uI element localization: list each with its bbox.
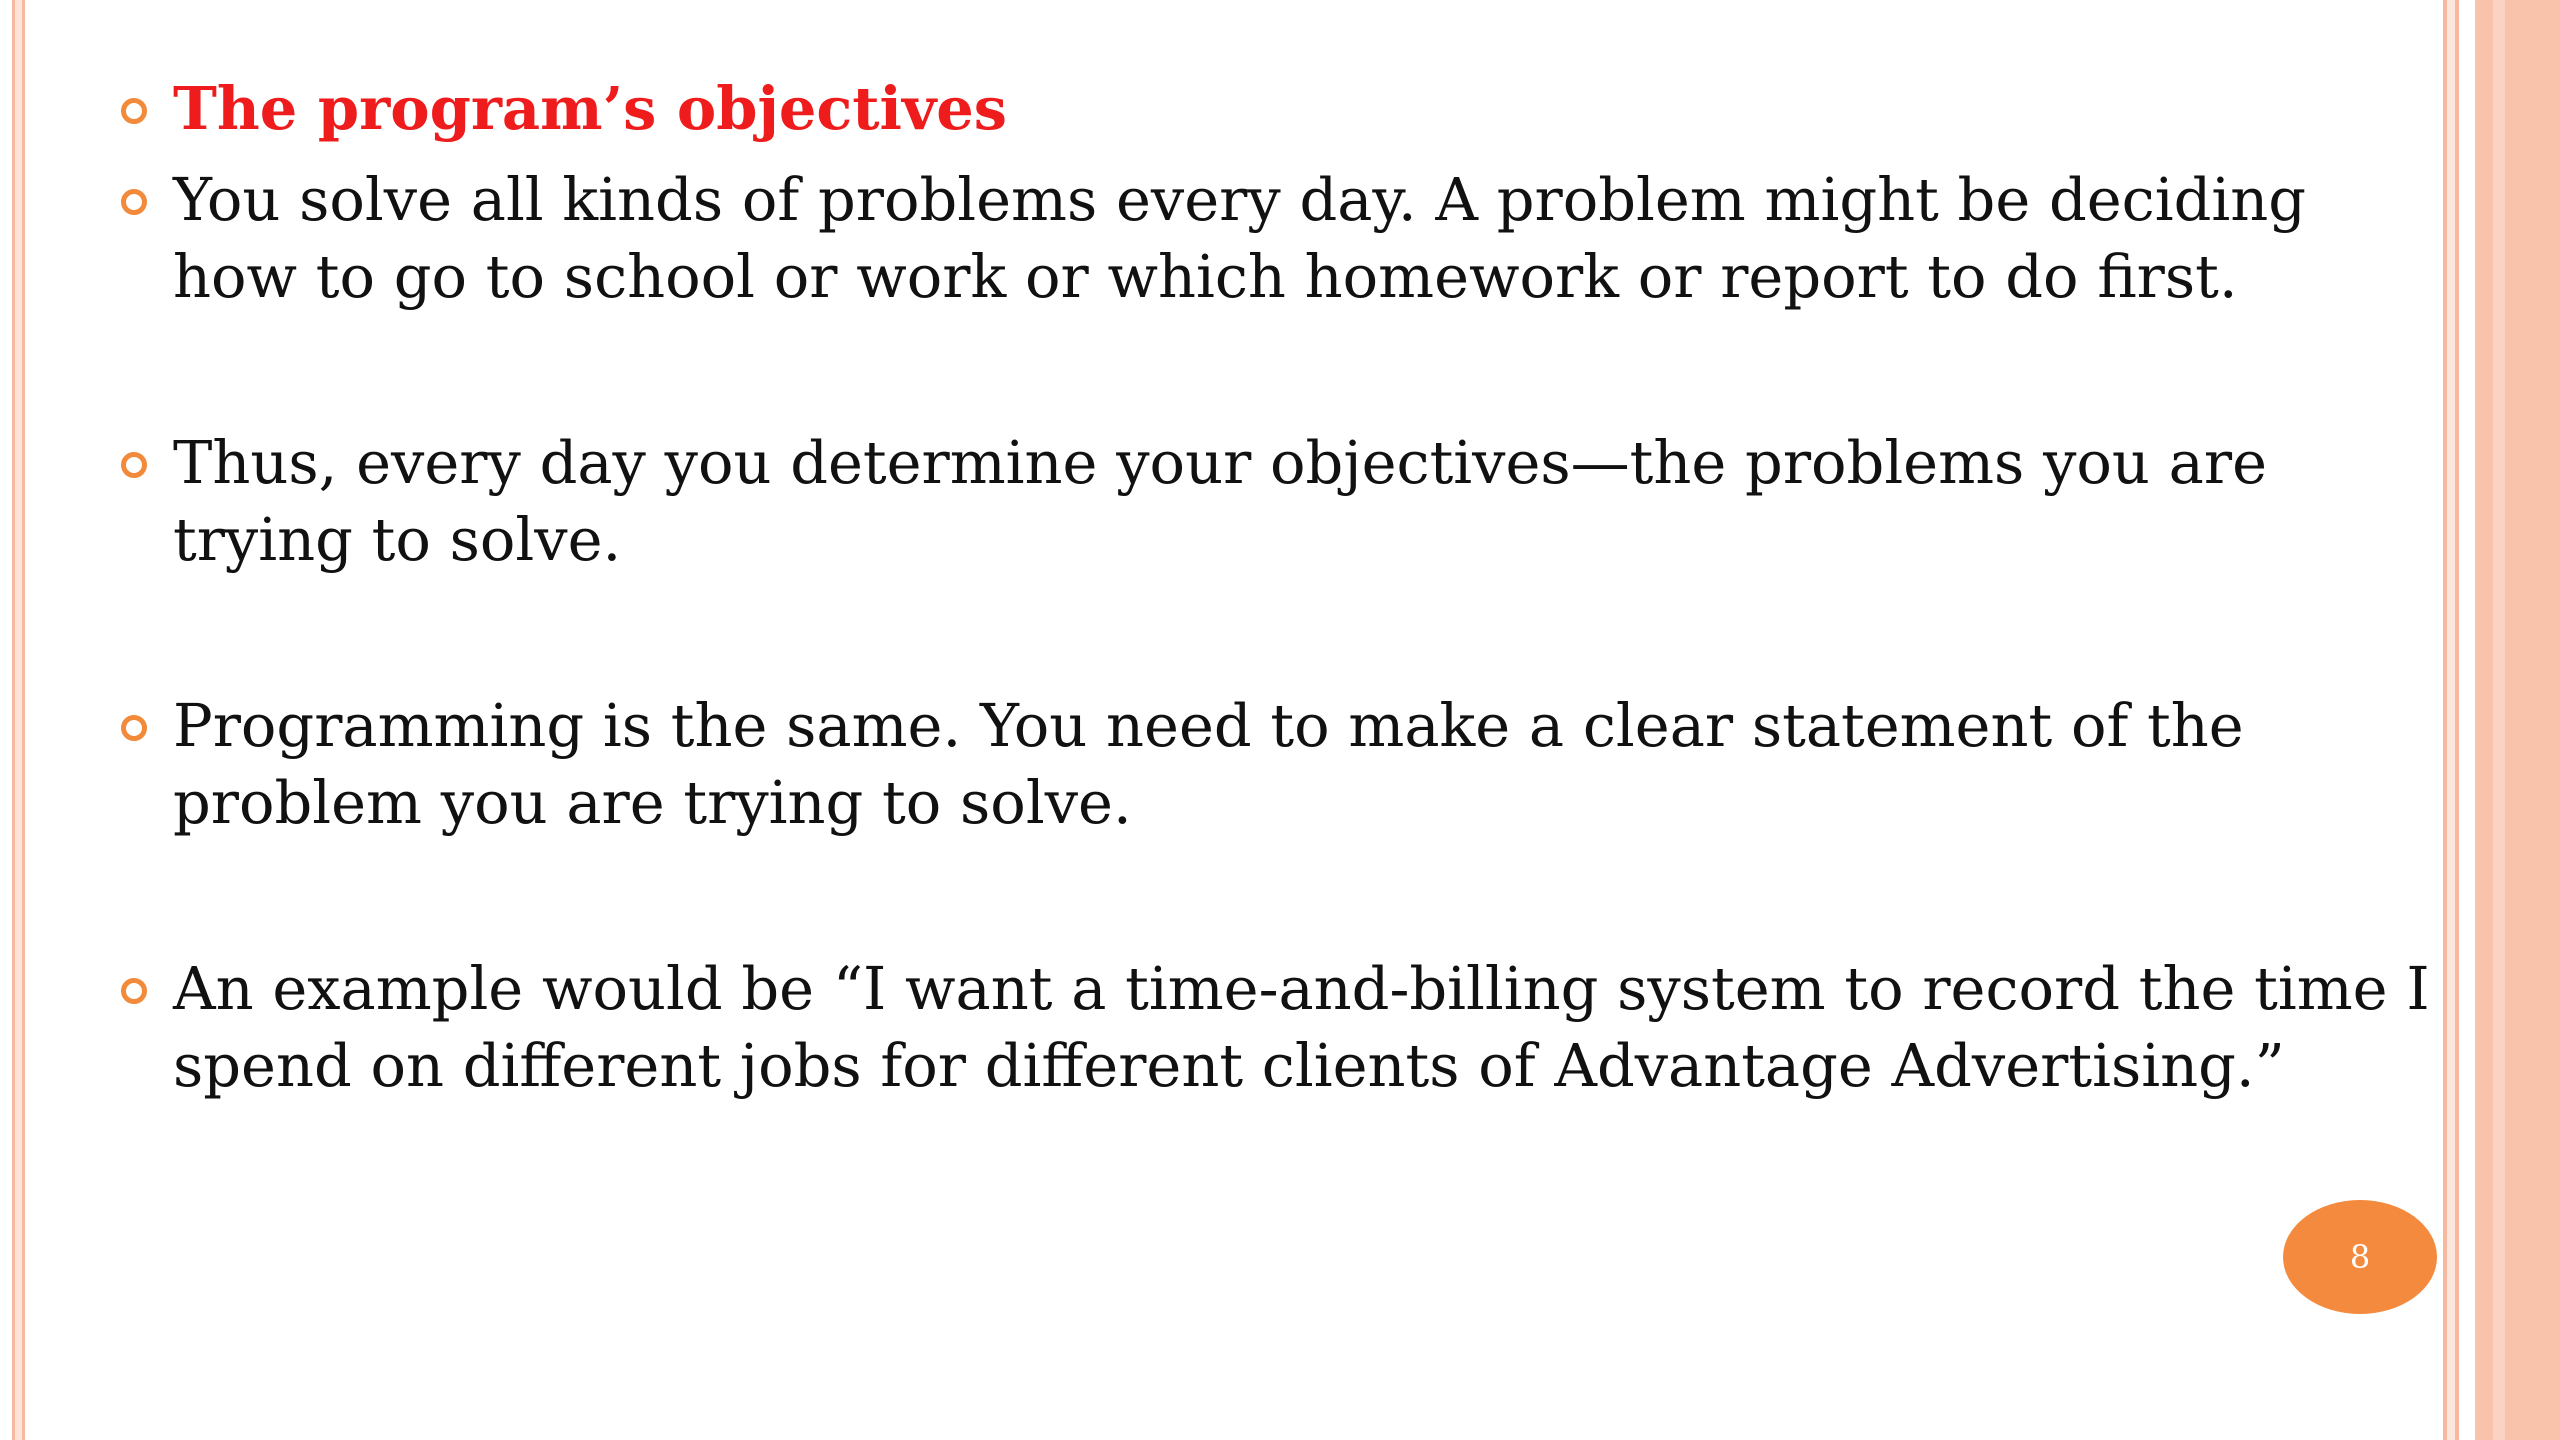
bullet-text: You solve all kinds of problems every day. A problem might be deciding how to go to school or work or which homework or report to do first.	[173, 165, 2306, 311]
bullet-text: Thus, every day you determine your objectives—the problems you are trying to solve.	[173, 428, 2267, 574]
slide-content	[115, 70, 2435, 1104]
bullet-item	[115, 687, 2435, 841]
page-number-badge	[2283, 1200, 2437, 1314]
spacer	[115, 578, 2435, 687]
bullet-item	[115, 950, 2435, 1104]
bullet-circle-icon	[121, 978, 147, 1004]
right-decorative-border	[2443, 0, 2560, 1440]
left-decorative-border	[0, 0, 30, 1440]
heading-text: The program’s objectives	[173, 74, 1007, 143]
bullet-text: Programming is the same. You need to make a clear statement of the problem you are trying to solve.	[173, 691, 2244, 837]
bullet-circle-icon	[121, 452, 147, 478]
bullet-item	[115, 424, 2435, 578]
page-number: 8	[2349, 1238, 2371, 1276]
spacer	[115, 315, 2435, 424]
spacer	[115, 841, 2435, 950]
bullet-circle-icon	[121, 189, 147, 215]
bullet-circle-icon	[121, 715, 147, 741]
bullet-circle-icon	[121, 98, 147, 124]
bullet-item	[115, 161, 2435, 315]
slide-heading	[115, 70, 2435, 147]
bullet-text: An example would be “I want a time-and-billing system to record the time I spend on different jobs for different clients of Advantage Advertising.”	[173, 954, 2430, 1100]
